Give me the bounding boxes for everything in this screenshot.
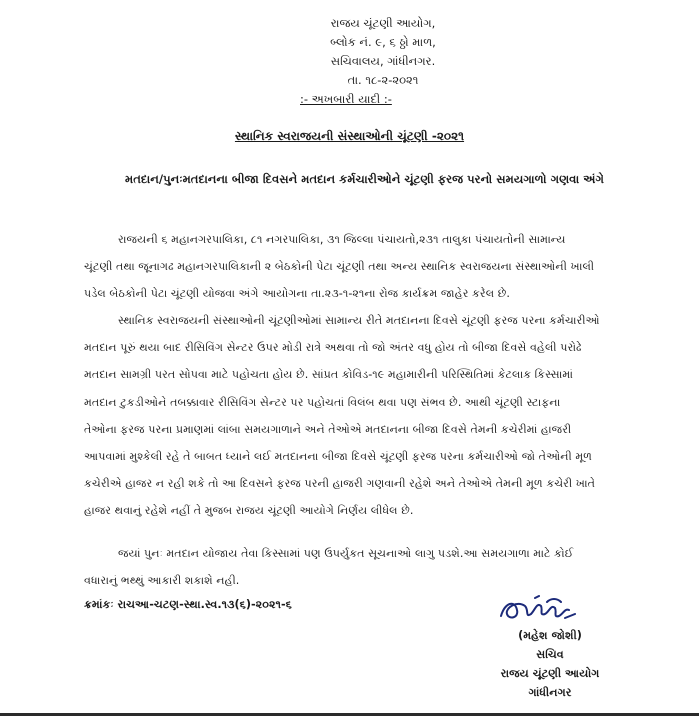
paragraph-line: આપવામાં મુશ્કેલી રહે તે બાબત ધ્યાને લઈ મતદાનના બીજા દિવસે ચૂંટણી ફરજ પરના કર્મચારીઓ જો તેઓની મૂળ [84,450,593,464]
signatory-name: (મહેશ જોશી) [518,629,582,642]
order-number: ક્રમાંકઃ રાચઆ-ચટણ-સ્થા.સ્વ.૧૩(૬)-૨૦૨૧-૬ [84,598,292,611]
handwritten-signature-icon [495,592,585,628]
paragraph-line: તેઓના ફરજ પરના પ્રમાણમાં લાંબા સમયગાળાને અને તેઓએ મતદાનના બીજા દિવસે તેમની કચેરીમાં હાજરી [84,422,572,436]
paragraph-line: વધારાનું ભથ્થું આકારી શકાશે નહી. [84,574,240,588]
document-headline: સ્થાનિક સ્વરાજયની સંસ્થાઓની ચૂંટણી -૨૦૨૧ [234,129,465,143]
paragraph-line: પડેલ બેઠકોની પેટા ચૂંટણી યોજવા અંગે આયોગના તા.૨૩-૧-૨૧ના રોજ કાર્યક્રમ જાહેર કરેલ છે. [84,287,510,301]
paragraph-1 [84,226,662,308]
signatory-block [480,626,620,702]
paragraph-line: ચૂંટણી તથા જૂનાગઢ મહાનગરપાલિકાની ૨ બેઠકોની પેટા ચૂંટણી તથા અન્ય સ્થાનિક સ્વરાજયના સંસ્થાઓની ખાલી [84,260,595,274]
address-line-block: બ્લોક નં. ૯, ૬ ઠ્ઠો માળ, [330,35,436,49]
paragraph-line: જયાં પુનઃ મતદાન યોજાય તેવા કિસ્સામાં પણ ઉપર્યુકત સૂચનાઓ લાગુ પડશે.આ સમયગાળા માટે કોઈ [118,547,574,560]
address-line-date: તા. ૧૮-૨-૨૦૨૧ [347,73,419,87]
paragraph-line: હાજર થવાનું રહેશે નહીં તે મુજબ રાજય ચૂંટણી આયોગે નિર્ણય લીધેલ છે. [84,504,414,518]
press-note-text: :- અખબારી યાદી :- [300,92,392,106]
paragraph-2 [84,307,662,525]
address-line-office: રાજય ચૂંટણી આયોગ, [330,16,436,30]
paragraph-3 [84,540,662,594]
paragraph-line: મતદાન સામગ્રી પરત સોપવા માટે પહોચતા હોય છે. સાંપ્રત કોવિડ-૧૯ મહામારીની પરિસ્થિતિમાં કેટલાક કિસ્સામાં [84,368,574,382]
paragraph-line: મતદાન ટુકડીઓને તબક્કાવાર રીસિવિંગ સેન્ટર પર પહોચતાં વિલંબ થવા પણ સંભવ છે. આથી ચૂંટણી સ્ટાફના [84,395,561,409]
paragraph-line: સ્થાનિક સ્વરાજયની સંસ્થાઓની ચૂંટણીઓમાં સામાન્ય રીતે મતદાનના દિવસે ચૂંટણી ફરજ પરના કર્મચારીઓ [118,314,600,327]
paragraph-line: રાજયની ૬ મહાનગરપાલિકા, ૮૧ નગરપાલિકા, ૩૧ જિલ્લા પંચાયતો,૨૩૧ તાલુકા પંચાયતોની સામાન્ય [118,233,566,246]
office-address [283,14,483,90]
address-line-secretariat: સચિવાલય, ગાંધીનગર. [330,54,436,68]
signatory-office: રાજય ચૂંટણી આયોગ [500,667,600,680]
document-subject: મતદાન/પુનઃમતદાનના બીજા દિવસને મતદાન કર્મચારીઓને ચૂંટણી ફરજ પરનો સમયગાળો ગણવા અંગે [125,172,604,186]
press-note-label [300,92,392,107]
page-bottom-border [0,713,699,716]
signature-image [460,592,620,628]
signatory-designation: સચિવ [536,648,564,661]
paragraph-line: મતદાન પૂરું થયા બાદ રીસિવિંગ સેન્ટર ઉપર મોડી રાત્રે અથવા તો જો અંતર વધુ હોય તો બીજા દિવસે વહેલી પરોઢે [84,341,582,355]
signatory-place: ગાંધીનગર [528,686,572,699]
paragraph-line: કચેરીએ હાજર ન રહી શકે તો આ દિવસને ફરજ પરની હાજરી ગણવાની રહેશે અને તેઓએ તેમની મૂળ કચેરી ખાતે [84,477,596,491]
